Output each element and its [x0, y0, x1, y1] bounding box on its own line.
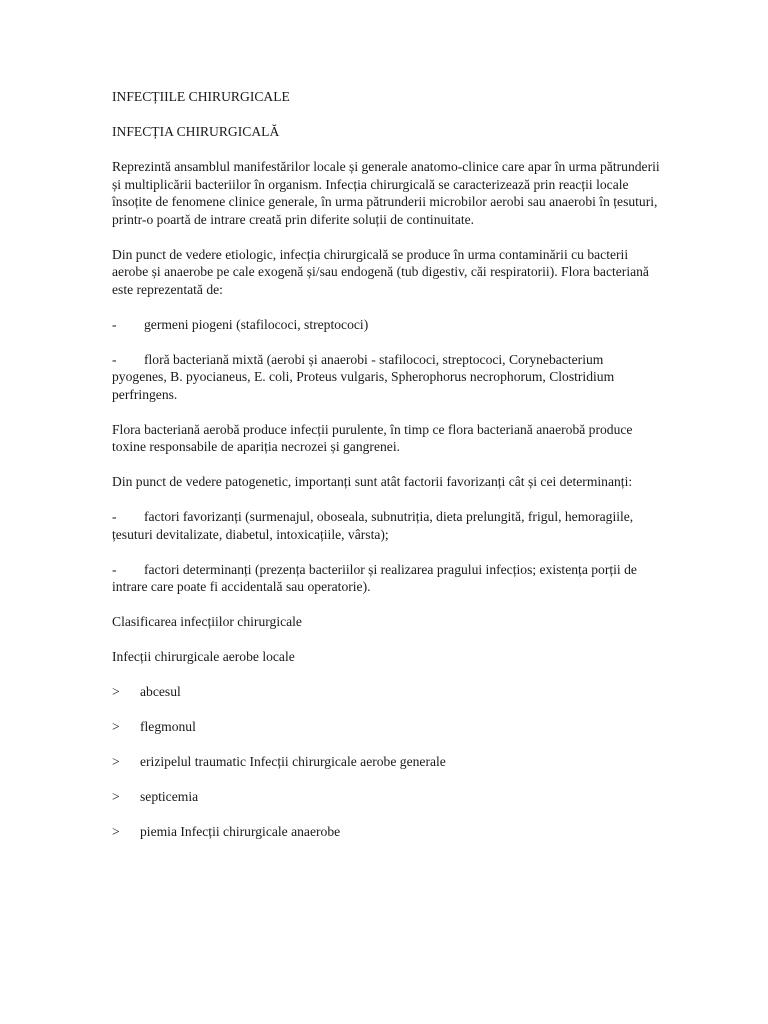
paragraph-etiology: Din punct de vedere etiologic, infecția chirurgicală se produce în urma contaminării cu bacterii aerobe și anaerobe pe cale exogenă și/sau endogenă (tub digestiv, căi respiratorii). Flora bacteriană este reprezentată de:: [112, 246, 649, 297]
list-item-text: piemia Infecții chirurgicale anaerobe: [140, 824, 341, 839]
paragraph-pathogenesis: Din punct de vedere patogenetic, importanți sunt atât factorii favorizanți cât și cei determinanți:: [112, 474, 633, 489]
list-item-text: germeni piogeni (stafilococi, streptococi): [144, 316, 369, 332]
list-item-classification: [112, 718, 660, 736]
list-item-flora: [112, 316, 660, 334]
document-title: INFECȚIILE CHIRURGICALE: [112, 89, 290, 104]
document-subtitle: INFECȚIA CHIRURGICALĂ: [112, 124, 280, 139]
document-page: [112, 88, 660, 858]
dash-marker: -: [112, 509, 117, 524]
list-item-factor: [112, 508, 660, 543]
dash-marker: -: [112, 316, 117, 332]
list-item-classification: [112, 683, 660, 701]
arrow-marker: >: [112, 824, 120, 839]
list-item-text: floră bacteriană mixtă (aerobi și anaerobi - stafilococi, streptococi, Corynebacterium pyogenes, B. pyocianeus, E. coli, Proteus vulgaris, Spherophorus necrophorum, Clostridium perfringens.: [112, 351, 615, 402]
paragraph-flora: Flora bacteriană aerobă produce infecții purulente, în timp ce flora bacteriană anaerobă produce toxine responsabile de apariția necrozei și gangrenei.: [112, 421, 633, 454]
list-item-classification: [112, 788, 660, 806]
paragraph-definition: Reprezintă ansamblul manifestărilor locale și generale anatomo-clinice care apar în urma pătrunderii și multiplicării bacteriilor în organism. Infecția chirurgicală se caracterizează prin reacții locale însoțite de fenomene clinice generale, în urma pătrunderii microbilor aerobi sau anaerobi în țesuturi, printr-o poartă de intrare creată prin diferite soluții de continuitate.: [112, 159, 660, 227]
dash-marker: -: [112, 561, 117, 577]
list-item-classification: [112, 823, 660, 841]
arrow-marker: >: [112, 754, 120, 769]
arrow-marker: >: [112, 789, 120, 804]
arrow-marker: >: [112, 684, 120, 699]
list-item-text: factori determinanți (prezența bacteriilor și realizarea pragului infecțios; existența porții de intrare care poate fi accidentală sau operatorie).: [112, 561, 637, 594]
arrow-marker: >: [112, 719, 120, 734]
list-item-text: abcesul: [140, 684, 181, 699]
dash-marker: -: [112, 351, 117, 367]
aerobe-local-heading: Infecții chirurgicale aerobe locale: [112, 649, 295, 664]
list-item-text: septicemia: [140, 789, 199, 804]
classification-heading: Clasificarea infecțiilor chirurgicale: [112, 614, 302, 629]
list-item-text: erizipelul traumatic Infecții chirurgicale aerobe generale: [140, 754, 446, 769]
list-item-factor: [112, 561, 660, 596]
list-item-text: factori favorizanți (surmenajul, oboseala, subnutriția, dieta prelungită, frigul, hemoragiile, țesuturi devitalizate, diabetul, intoxicațiile, vârsta);: [112, 509, 634, 542]
list-item-flora: [112, 351, 660, 404]
list-item-text: flegmonul: [140, 719, 196, 734]
list-item-classification: [112, 753, 660, 771]
